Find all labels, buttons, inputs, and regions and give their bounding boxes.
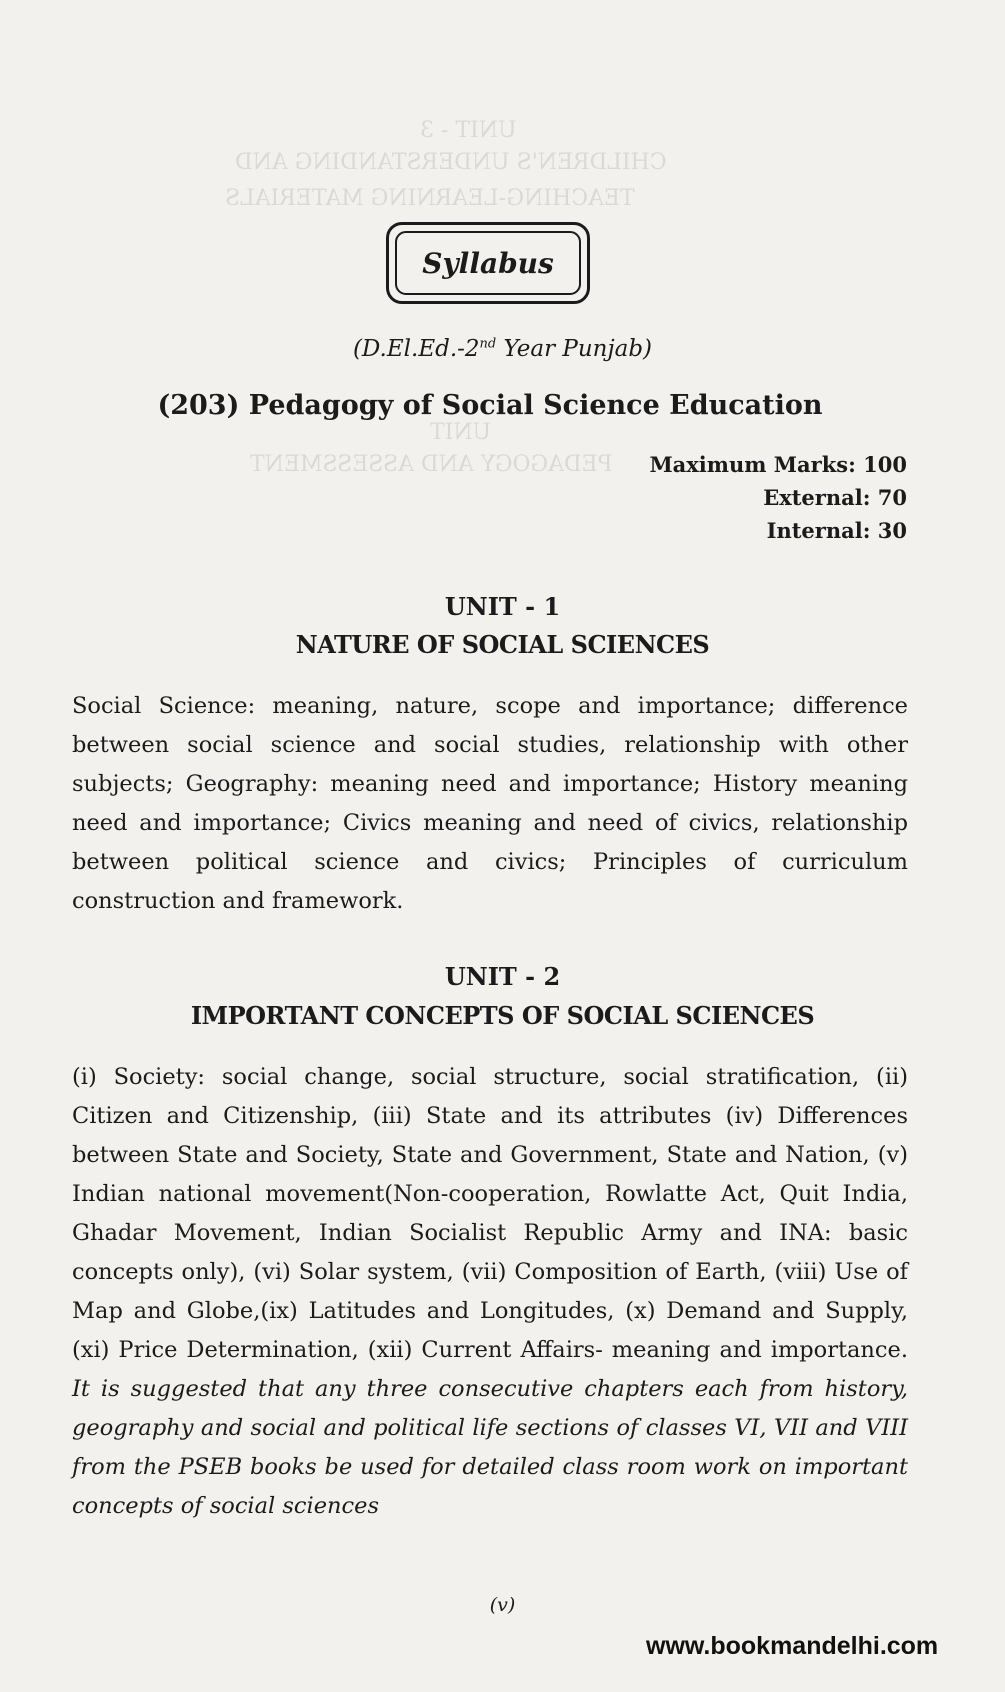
syllabus-badge	[386, 222, 590, 304]
bleed-through-decoration: TEACHING-LEARNING MATERIALS	[225, 186, 635, 211]
page-number: (v)	[489, 1594, 516, 1616]
external-marks: External: 70	[763, 485, 907, 510]
maximum-marks: Maximum Marks: 100	[649, 452, 907, 477]
bleed-through-decoration: CHILDREN'S UNDERSTANDING AND	[235, 150, 667, 175]
unit-2-concepts: (i) Society: social change, social structure, social stratification, (ii) Citizen and Citizenship, (iii) State and its attributes (iv) Differences between State and Society, State and Government, State and Nation, (v) Indian national movement(Non-cooperation, Rowlatte Act, Quit India, Ghadar Movement, Indian Socialist Republic Army and INA: basic concepts only), (vi) Solar system, (vii) Composition of Earth, (viii) Use of Map and Globe,(ix) Latitudes and Longitudes, (x) Demand and Supply, (xi) Price Determination, (xii) Current Affairs- meaning and importance.	[72, 1064, 908, 1363]
website-watermark: www.bookmandelhi.com	[646, 1632, 939, 1660]
unit-2-title: IMPORTANT CONCEPTS OF SOCIAL SCIENCES	[190, 1001, 815, 1030]
internal-marks: Internal: 30	[766, 518, 907, 543]
unit-2-body	[72, 1058, 908, 1526]
unit-2-note: It is suggested that any three consecutive chapters each from history, geography and social and political life sections of classes VI, VII and VIII from the PSEB books be used for detailed class room work on important concepts of social sciences	[72, 1376, 908, 1519]
bleed-through-decoration: UNIT - 3	[420, 118, 517, 143]
paper-title: (203) Pedagogy of Social Science Education	[157, 390, 823, 421]
marks-block	[649, 448, 907, 547]
unit-1-body: Social Science: meaning, nature, scope and importance; difference between social science and social studies, relationship with other subjects; Geography: meaning need and importance; History meaning need and importance; Civics meaning and need of civics, relationship between political science and civics; Principles of curriculum construction and framework.	[72, 693, 908, 914]
syllabus-label: Syllabus	[395, 231, 581, 295]
unit-1-title: NATURE OF SOCIAL SCIENCES	[295, 630, 710, 659]
unit-2-number: UNIT - 2	[444, 962, 561, 991]
bleed-through-decoration: UNIT	[430, 420, 492, 445]
course-subtitle: (D.El.Ed.-2nd Year Punjab)	[352, 336, 653, 362]
bleed-through-decoration: PEDAGOGY AND ASSESSMENT	[250, 452, 613, 477]
unit-1-number: UNIT - 1	[444, 592, 561, 621]
